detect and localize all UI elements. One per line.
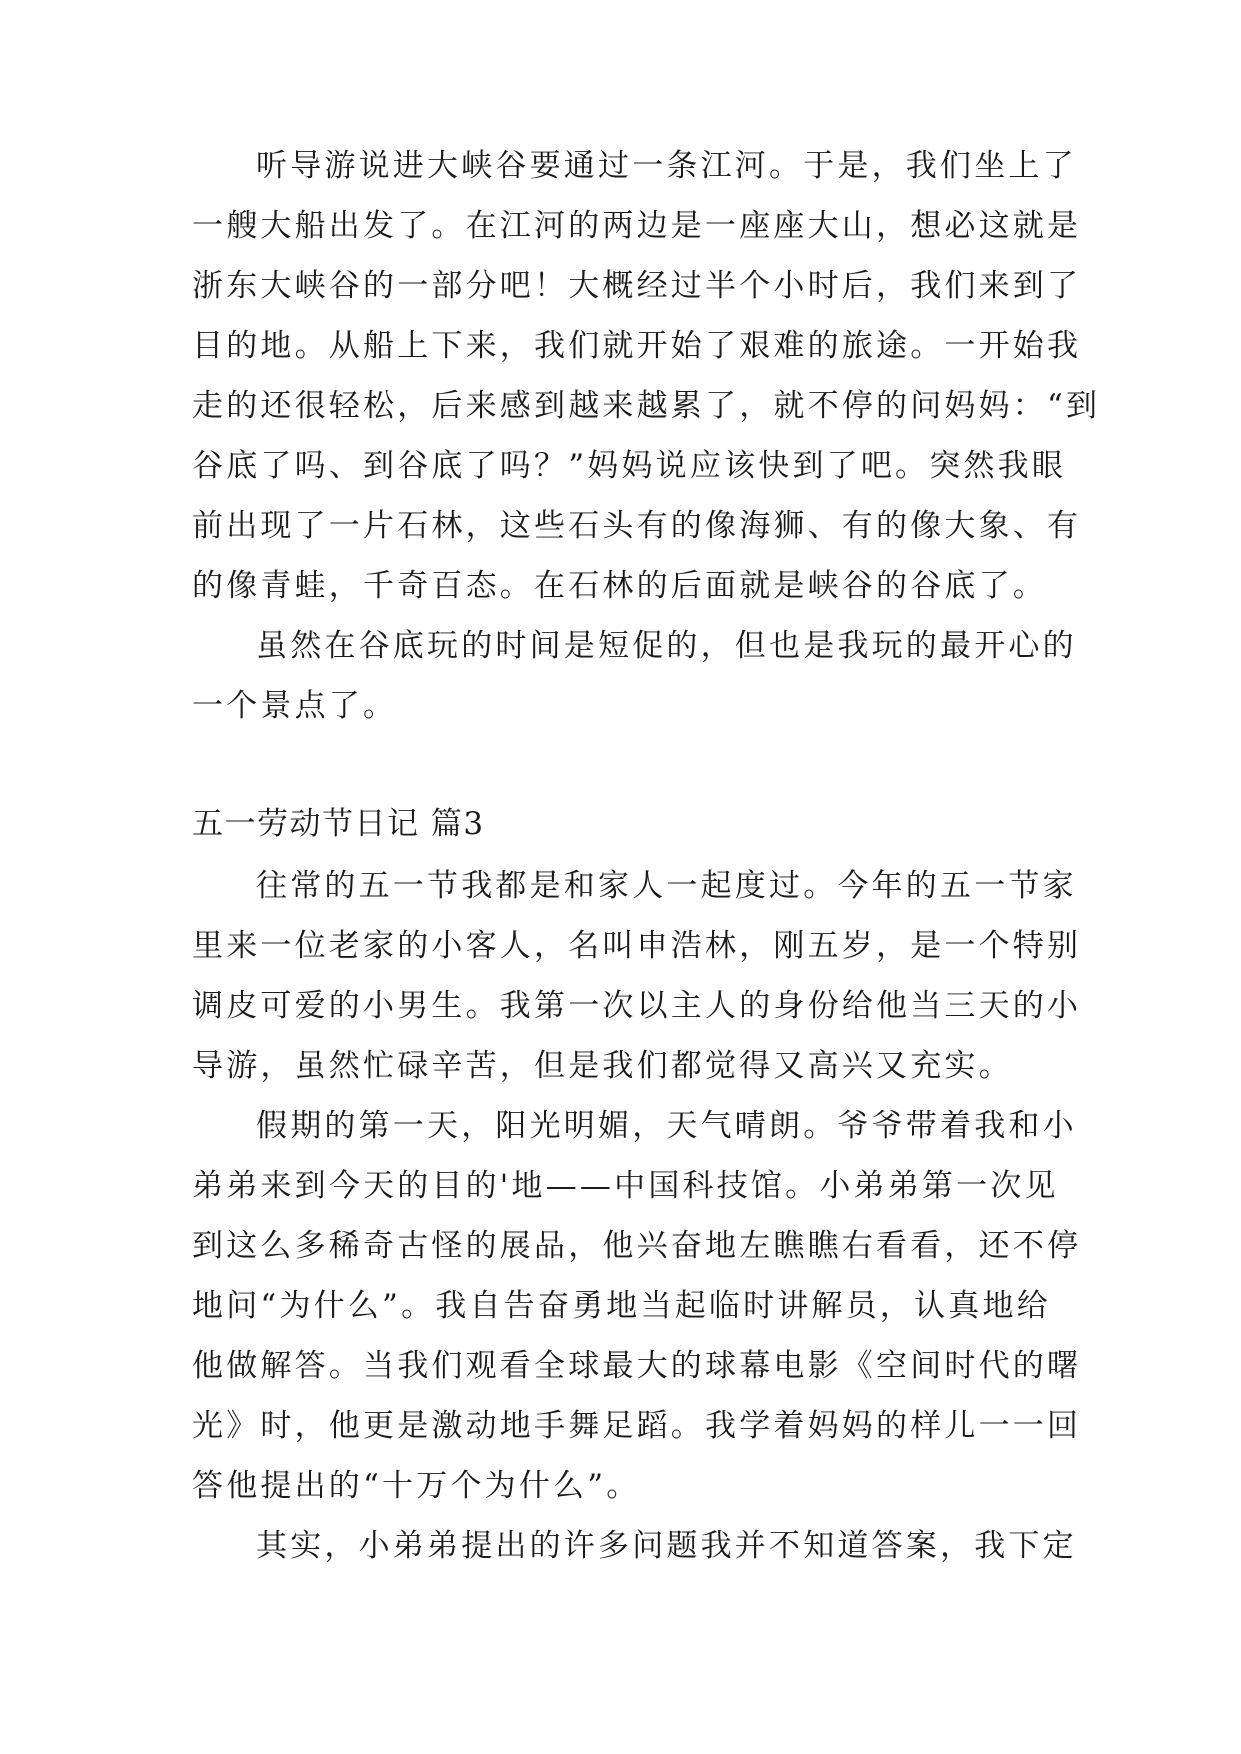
paragraph-line: 导游，虽然忙碌辛苦，但是我们都觉得又高兴又充实。	[192, 1048, 1013, 1084]
paragraph-line: 的像青蛙，千奇百态。在石林的后面就是峡谷的谷底了。	[192, 568, 1047, 604]
paragraph-line: 光》时，他更是激动地手舞足蹈。我学着妈妈的样儿一一回	[192, 1408, 1082, 1444]
paragraph-line: 调皮可爱的小男生。我第一次以主人的身份给他当三天的小	[192, 988, 1082, 1024]
paragraph-line: 地问“为什么”。我自告奋勇地当起临时讲解员，认真地给	[192, 1288, 1051, 1324]
paragraph-line: 目的地。从船上下来，我们就开始了艰难的旅途。一开始我	[192, 328, 1082, 364]
paragraph-line: 其实，小弟弟提出的许多问题我并不知道答案，我下定	[256, 1528, 1077, 1564]
paragraph-line: 听导游说进大峡谷要通过一条江河。于是，我们坐上了	[256, 148, 1077, 184]
section-heading: 五一劳动节日记 篇3	[192, 806, 485, 842]
paragraph-line: 虽然在谷底玩的时间是短促的，但也是我玩的最开心的	[256, 628, 1077, 664]
paragraph-line: 假期的第一天，阳光明媚，天气晴朗。爷爷带着我和小	[256, 1108, 1077, 1144]
paragraph-line: 浙东大峡谷的一部分吧！大概经过半个小时后，我们来到了	[192, 268, 1082, 304]
paragraph-line: 到这么多稀奇古怪的展品，他兴奋地左瞧瞧右看看，还不停	[192, 1228, 1082, 1264]
paragraph-line: 谷底了吗、到谷底了吗？”妈妈说应该快到了吧。突然我眼	[192, 448, 1067, 484]
paragraph-line: 里来一位老家的小客人，名叫申浩林，刚五岁，是一个特别	[192, 928, 1082, 964]
paragraph-line: 一艘大船出发了。在江河的两边是一座座大山，想必这就是	[192, 208, 1082, 244]
paragraph-line: 一个景点了。	[192, 688, 398, 724]
paragraph-line: 答他提出的“十万个为什么”。	[192, 1468, 641, 1504]
paragraph-line: 他做解答。当我们观看全球最大的球幕电影《空间时代的曙	[192, 1348, 1082, 1384]
paragraph-line: 走的还很轻松，后来感到越来越累了，就不停的问妈妈：“到	[192, 388, 1101, 424]
paragraph-line: 前出现了一片石林，这些石头有的像海狮、有的像大象、有	[192, 508, 1082, 544]
paragraph-line: 往常的五一节我都是和家人一起度过。今年的五一节家	[256, 868, 1077, 904]
paragraph-line: 弟弟来到今天的目的'地——中国科技馆。小弟弟第一次见	[192, 1168, 1059, 1204]
